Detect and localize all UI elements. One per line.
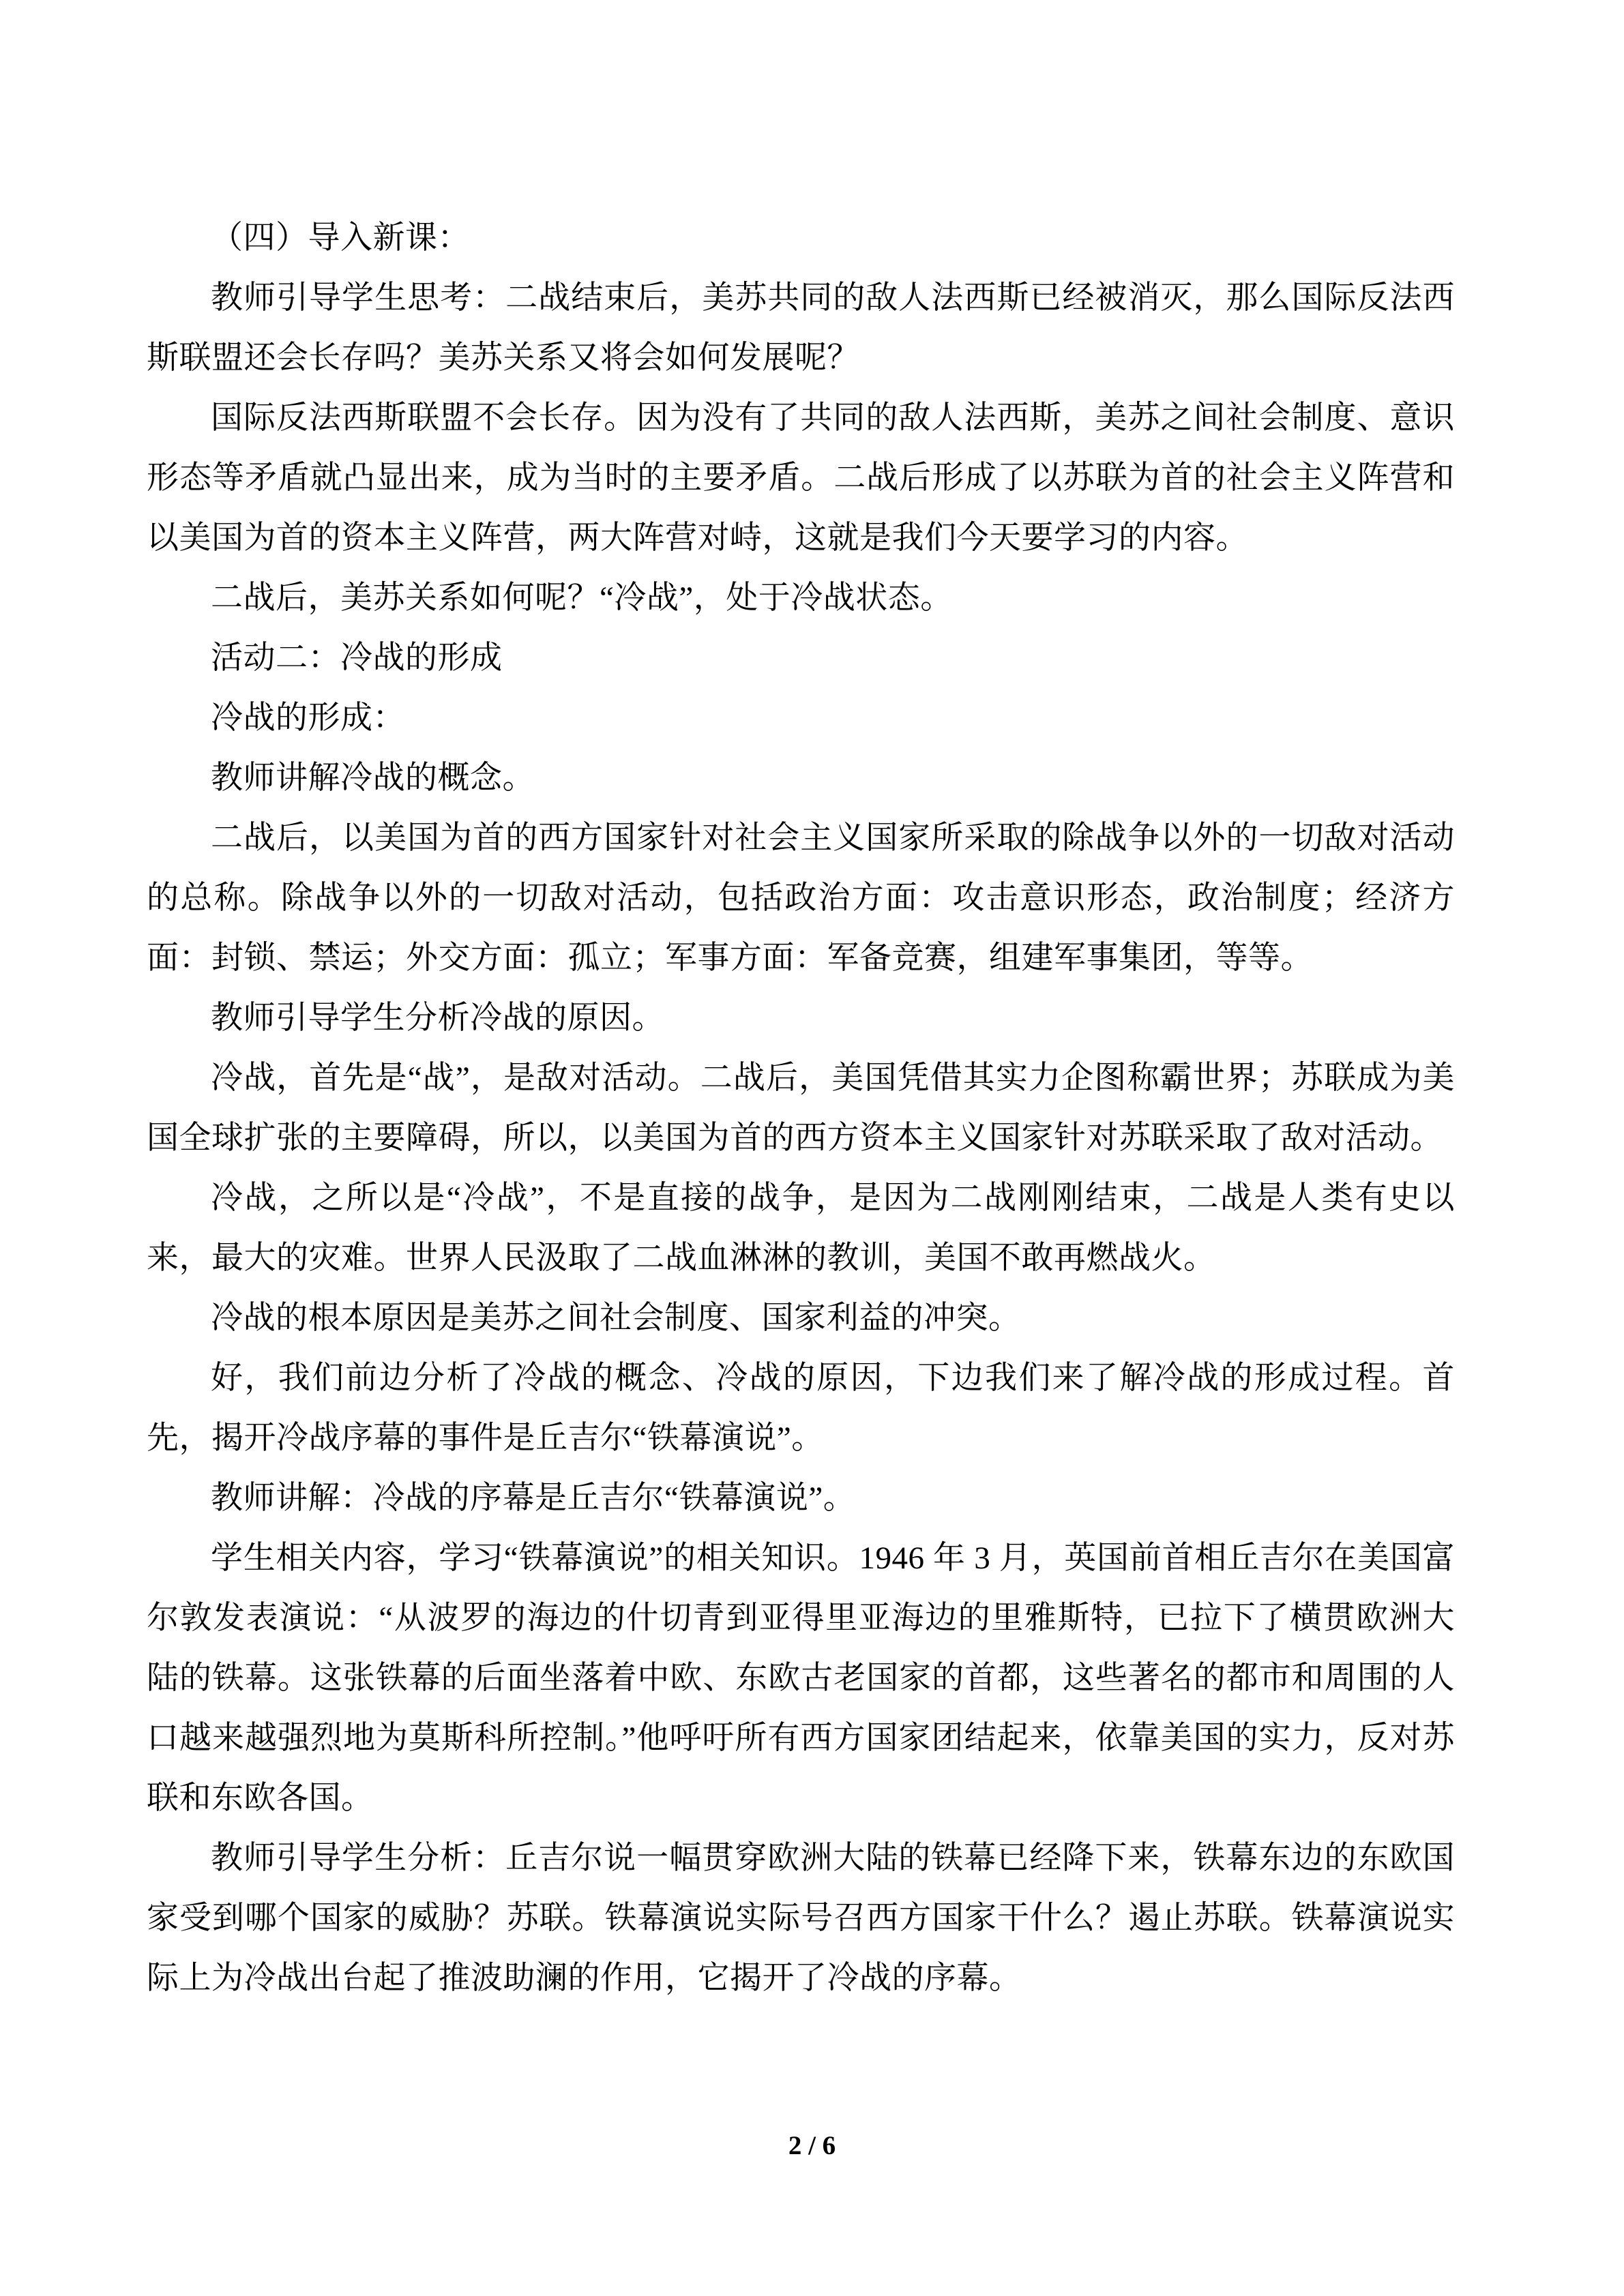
paragraph-alliance-answer: 国际反法西斯联盟不会长存。因为没有了共同的敌人法西斯，美苏之间社会制度、意识形态等矛盾就凸显出来，成为当时的主要矛盾。二战后形成了以苏联为首的社会主义阵营和以美国为首的资本主义阵营，两大阵营对峙，这就是我们今天要学习的内容。: [147, 400, 1455, 556]
document-body: [147, 208, 1455, 2008]
paragraph-root-cause: 冷战的根本原因是美苏之间社会制度、国家利益的冲突。: [211, 1300, 1021, 1336]
paragraph-iron-curtain-speech: 学生相关内容，学习“铁幕演说”的相关知识。1946 年 3 月，英国前首相丘吉尔在美国富尔敦发表演说：“从波罗的海边的什切青到亚得里亚海边的里雅斯特，已拉下了横贯欧洲大陆的铁幕。这张铁幕的后面坐落着中欧、东欧古老国家的首都，这些著名的都市和周围的人口越来越强烈地为莫斯科所控制。”他呼吁所有西方国家团结起来，依靠美国的实力，反对苏联和东欧各国。: [147, 1540, 1455, 1816]
paragraph-activity-two-heading: 活动二：冷战的形成: [211, 640, 503, 676]
paragraph-lesson-intro-heading: （四）导入新课：: [211, 220, 470, 256]
paragraph-teacher-question: 教师引导学生思考：二战结束后，美苏共同的敌人法西斯已经被消灭，那么国际反法西斯联盟还会长存吗？美苏关系又将会如何发展呢？: [147, 280, 1455, 376]
paragraph-coldwar-formation-heading: 冷战的形成：: [211, 700, 405, 736]
paragraph-speech-analysis: 教师引导学生分析：丘吉尔说一幅贯穿欧洲大陆的铁幕已经降下来，铁幕东边的东欧国家受到哪个国家的威胁？苏联。铁幕演说实际号召西方国家干什么？遏止苏联。铁幕演说实际上为冷战出台起了推波助澜的作用，它揭开了冷战的序幕。: [147, 1840, 1455, 1996]
paragraph-coldwar-definition: 二战后，以美国为首的西方国家针对社会主义国家所采取的除战争以外的一切敌对活动的总称。除战争以外的一切敌对活动，包括政治方面：攻击意识形态，政治制度；经济方面：封锁、禁运；外交方面：孤立；军事方面：军备竞赛，组建军事集团，等等。: [147, 820, 1455, 976]
paragraph-coldwar-war-aspect: 冷战，首先是“战”，是敌对活动。二战后，美国凭借其实力企图称霸世界；苏联成为美国全球扩张的主要障碍，所以，以美国为首的西方资本主义国家针对苏联采取了敌对活动。: [147, 1060, 1455, 1156]
paragraph-teacher-analyzes-causes: 教师引导学生分析冷战的原因。: [211, 1000, 664, 1036]
paragraph-postwar-relations: 二战后，美苏关系如何呢？“冷战”，处于冷战状态。: [211, 580, 953, 616]
paragraph-formation-process-intro: 好，我们前边分析了冷战的概念、冷战的原因，下边我们来了解冷战的形成过程。首先，揭开冷战序幕的事件是丘吉尔“铁幕演说”。: [147, 1360, 1455, 1456]
paragraph-coldwar-cold-aspect: 冷战，之所以是“冷战”，不是直接的战争，是因为二战刚刚结束，二战是人类有史以来，最大的灾难。世界人民汲取了二战血淋淋的教训，美国不敢再燃战火。: [147, 1180, 1455, 1276]
paragraph-teacher-explains-concept: 教师讲解冷战的概念。: [211, 760, 535, 796]
paragraph-iron-curtain-prelude: 教师讲解：冷战的序幕是丘吉尔“铁幕演说”。: [211, 1480, 856, 1516]
page-number: 2 / 6: [788, 2131, 836, 2160]
